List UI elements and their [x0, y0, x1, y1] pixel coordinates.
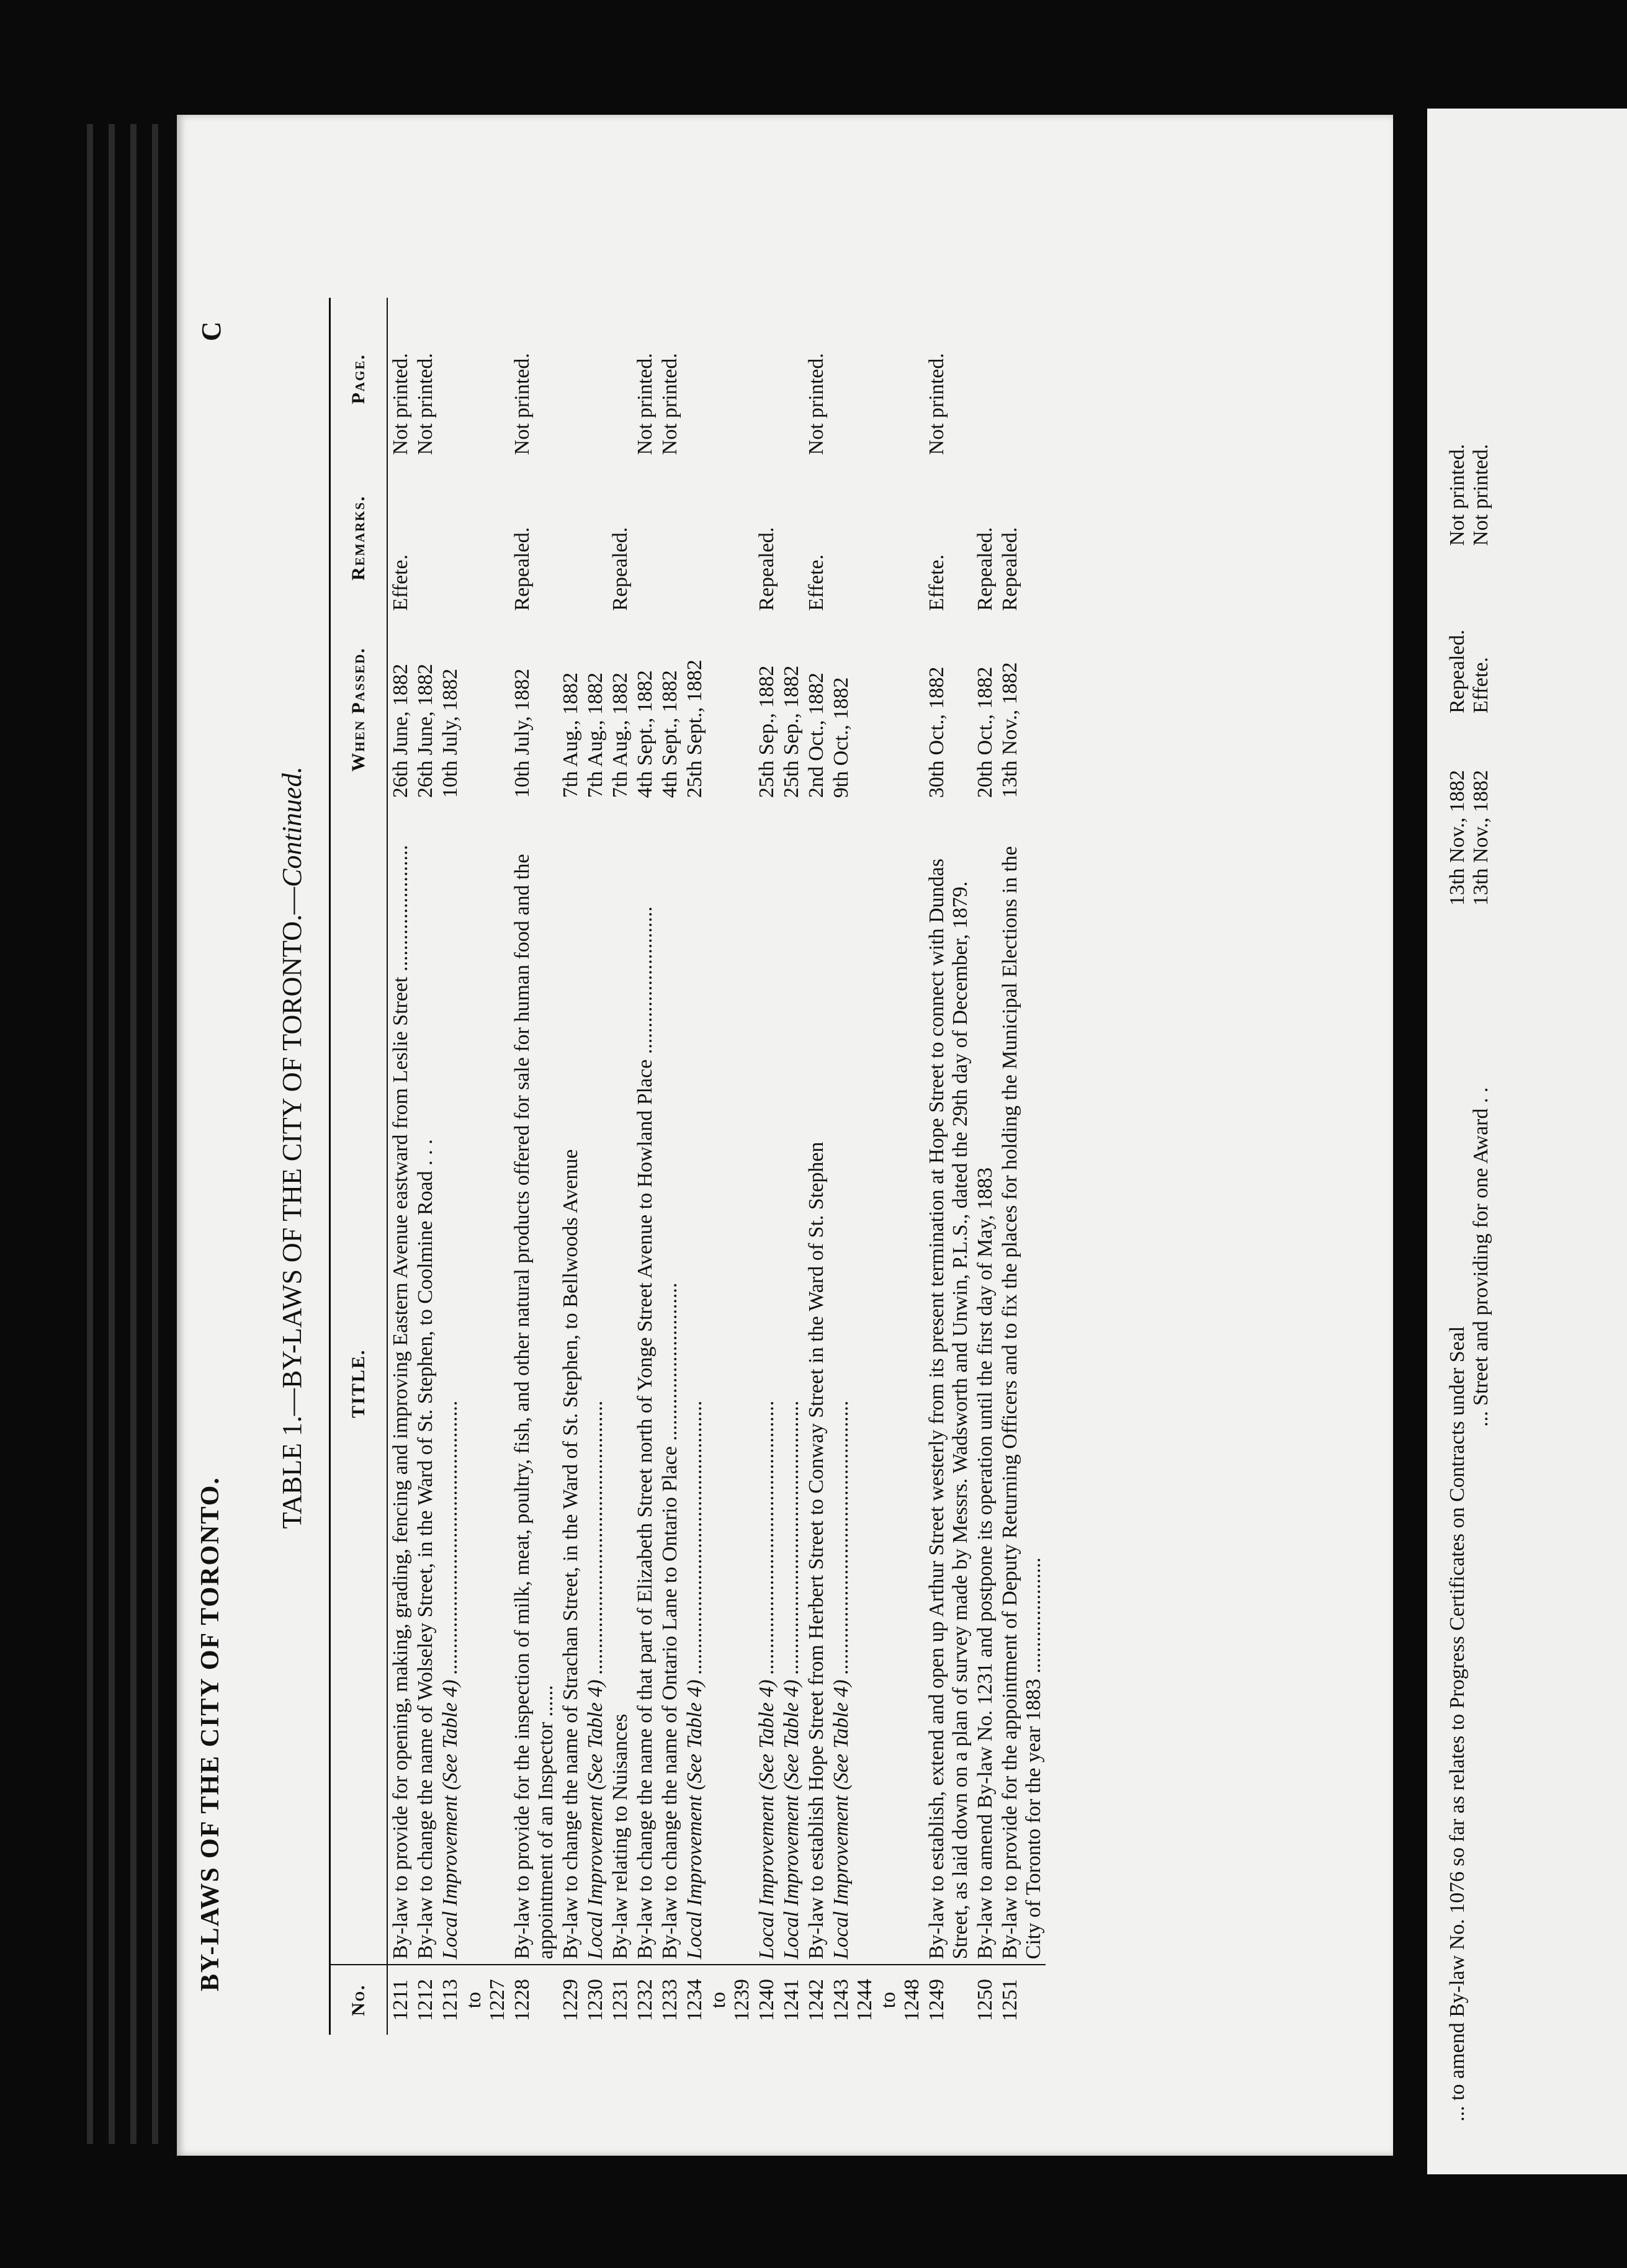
row-number: 1240 — [754, 1965, 779, 2035]
right-page-page: Not printed. — [1446, 444, 1469, 546]
running-title: BY-LAWS OF THE CITY OF TORONTO. — [196, 1476, 225, 1991]
row-when-passed: 25th Sep., 1882 — [780, 665, 803, 798]
row-when-passed: 25th Sept., 1882 — [683, 659, 706, 798]
row-title: By-law relating to Nuisances — [609, 1713, 632, 1960]
row-remarks: Effete. — [389, 554, 412, 611]
row-page: Not printed. — [925, 353, 948, 455]
row-number: 1211 — [387, 1965, 413, 2035]
row-page — [828, 298, 924, 460]
table-row — [779, 298, 804, 2035]
table-body — [387, 298, 1046, 2035]
table-row — [804, 298, 828, 2035]
row-remarks — [632, 460, 657, 615]
row-number: 1249 — [924, 1965, 972, 2035]
book-edge — [87, 124, 93, 2144]
table-row — [657, 298, 682, 2035]
col-header-no: No. — [330, 1965, 388, 2035]
book-edge — [152, 124, 158, 2144]
table-row — [754, 298, 779, 2035]
table-row — [509, 298, 558, 2035]
row-page — [583, 298, 607, 460]
book-edge — [130, 124, 137, 2144]
table-header-row — [330, 298, 388, 2035]
row-when-passed: 7th Aug., 1882 — [584, 672, 607, 798]
col-header-remarks: Remarks. — [330, 460, 388, 615]
page-header — [195, 236, 245, 2035]
table-row — [997, 298, 1046, 2035]
page-letter: C — [196, 321, 226, 341]
row-remarks: Repealed. — [511, 527, 534, 611]
row-when-passed: 26th June, 1882 — [414, 664, 437, 798]
row-page — [754, 298, 779, 460]
table-row — [387, 298, 413, 2035]
row-remarks — [682, 460, 754, 615]
row-remarks: Repealed. — [974, 527, 997, 611]
row-number: 1250 — [972, 1965, 997, 2035]
row-page: Not printed. — [658, 353, 681, 455]
table-title — [276, 465, 308, 1830]
row-title: By-law to amend By-law No. 1231 and postpone its operation until the first day of May, 1883 — [974, 1167, 997, 1960]
row-page — [779, 298, 804, 460]
row-when-passed: 7th Aug., 1882 — [609, 672, 632, 798]
table-row — [924, 298, 972, 2035]
row-remarks — [828, 460, 924, 615]
table-row — [828, 298, 924, 2035]
right-page-line: ... to amend By-law No. 1076 so far as relates to Progress Certificates on Contracts under Seal — [1446, 1326, 1469, 2122]
row-remarks — [583, 460, 607, 615]
row-when-passed: 25th Sep., 1882 — [755, 665, 778, 798]
rotated-page-content — [177, 155, 1108, 2078]
table-title-continued: Continued. — [277, 766, 307, 887]
row-when-passed: 4th Sept., 1882 — [634, 670, 657, 798]
row-remarks — [779, 460, 804, 615]
table-row — [632, 298, 657, 2035]
row-when-passed: 20th Oct., 1882 — [974, 666, 997, 798]
row-title: By-law to change the name of Strachan Street, in the Ward of St. Stephen, to Bellwoods Avenue — [559, 1149, 582, 1960]
row-when-passed: 7th Aug., 1882 — [559, 672, 582, 798]
row-when-passed: 4th Sept., 1882 — [658, 670, 681, 798]
row-page — [682, 298, 754, 460]
row-when-passed: 10th July, 1882 — [511, 668, 534, 798]
row-when-passed: 9th Oct., 1882 — [830, 677, 853, 798]
table-row — [437, 298, 509, 2035]
book-edge — [109, 124, 115, 2144]
right-page-line: ... Street and providing for one Award . . — [1469, 1087, 1492, 1427]
row-title: By-law to provide for the inspection of milk, meat, poultry, fish, and other natural products offered for sale for human food and the appointment of an Inspector ...... — [511, 854, 557, 1960]
row-page — [607, 298, 632, 460]
row-remarks — [437, 460, 509, 615]
row-number: 1251 — [997, 1965, 1046, 2035]
row-page: Not printed. — [634, 353, 657, 455]
row-page — [558, 298, 583, 460]
row-title: Local Improvement (See Table 4) .................................................... — [755, 1400, 778, 1960]
row-title: By-law to change the name of Wolseley Street, in the Ward of St. Stephen, to Coolmine Road . . . — [414, 1139, 437, 1960]
row-title: By-law to establish Hope Street from Herbert Street to Conway Street in the Ward of St. Stephen — [805, 1141, 828, 1960]
row-when-passed: 26th June, 1882 — [389, 664, 412, 798]
row-page — [997, 298, 1046, 460]
row-number: 1241 — [779, 1965, 804, 2035]
row-title: Local Improvement (See Table 4) .................................................... — [683, 1400, 706, 1960]
row-number: 1229 — [558, 1965, 583, 2035]
row-number: 1231 — [607, 1965, 632, 2035]
bylaws-table — [329, 298, 1046, 2035]
row-page — [972, 298, 997, 460]
row-when-passed: 2nd Oct., 1882 — [805, 672, 828, 798]
row-remarks — [657, 460, 682, 615]
row-number: 1212 — [413, 1965, 437, 2035]
col-header-when-passed: When Passed. — [330, 616, 388, 803]
row-title: Local Improvement (See Table 4) .................................................... — [584, 1400, 607, 1960]
row-title: By-law to establish, extend and open up Arthur Street westerly from its present termination at Hope Street to connect with Dundas Street, as laid down on a plan of survey made by Messrs. Wadsworth and Unwin, P.L.S., dated the 29th day of December, 1879. — [925, 859, 972, 1960]
table-row — [682, 298, 754, 2035]
right-page-date: 13th Nov., 1882 — [1446, 770, 1469, 906]
row-title: By-law to provide for the appointment of Deputy Returning Officers and to fix the places for holding the Municipal Elections in the City of Toronto for the year 1883 ...................... — [998, 846, 1045, 1960]
row-remarks: Effete. — [805, 554, 828, 611]
row-remarks — [413, 460, 437, 615]
right-page-remarks: Repealed. — [1446, 630, 1469, 713]
row-remarks: Repealed. — [998, 527, 1021, 611]
row-page: Not printed. — [805, 353, 828, 455]
row-number: 1213 to 1227 — [437, 1965, 509, 2035]
table-row — [413, 298, 437, 2035]
row-title: By-law to provide for opening, making, grading, fencing and improving Eastern Avenue eastward from Leslie Street ........................ — [389, 844, 412, 1960]
right-page-date: 13th Nov., 1882 — [1469, 770, 1492, 906]
row-when-passed: 13th Nov., 1882 — [998, 662, 1021, 798]
table-row — [607, 298, 632, 2035]
row-remarks: Repealed. — [609, 527, 632, 611]
row-remarks — [558, 460, 583, 615]
table-title-main: TABLE 1.—BY-LAWS OF THE CITY OF TORONTO.— — [277, 887, 307, 1529]
row-number: 1233 — [657, 1965, 682, 2035]
col-header-title: TITLE. — [330, 803, 388, 1965]
table-row — [972, 298, 997, 2035]
table-row — [558, 298, 583, 2035]
row-title: Local Improvement (See Table 4) .................................................... — [439, 1400, 462, 1960]
row-number: 1243 1244 to 1248 — [828, 1965, 924, 2035]
row-title: By-law to change the name of that part of Elizabeth Street north of Yonge Street Avenue to Howland Place ............................ — [634, 906, 657, 1960]
row-when-passed: 10th July, 1882 — [439, 668, 462, 798]
row-page: Not printed. — [389, 353, 412, 455]
row-title: Local Improvement (See Table 4) .................................................... — [780, 1400, 803, 1960]
row-when-passed: 30th Oct., 1882 — [925, 666, 948, 798]
row-title: By-law to change the name of Ontario Lane to Ontario Place .............................. — [658, 1282, 681, 1960]
row-remarks: Repealed. — [755, 527, 778, 611]
table-row — [583, 298, 607, 2035]
row-page — [437, 298, 509, 460]
row-page: Not printed. — [511, 353, 534, 455]
row-number: 1232 — [632, 1965, 657, 2035]
col-header-page: Page. — [330, 298, 388, 460]
row-number: 1234 to 1239 — [682, 1965, 754, 2035]
right-page-remarks: Effete. — [1469, 657, 1492, 713]
row-page: Not printed. — [414, 353, 437, 455]
right-page-page: Not printed. — [1469, 444, 1492, 546]
row-number: 1242 — [804, 1965, 828, 2035]
row-remarks: Effete. — [925, 554, 948, 611]
row-title: Local Improvement (See Table 4) .................................................... — [830, 1400, 853, 1960]
row-number: 1230 — [583, 1965, 607, 2035]
row-number: 1228 — [509, 1965, 558, 2035]
